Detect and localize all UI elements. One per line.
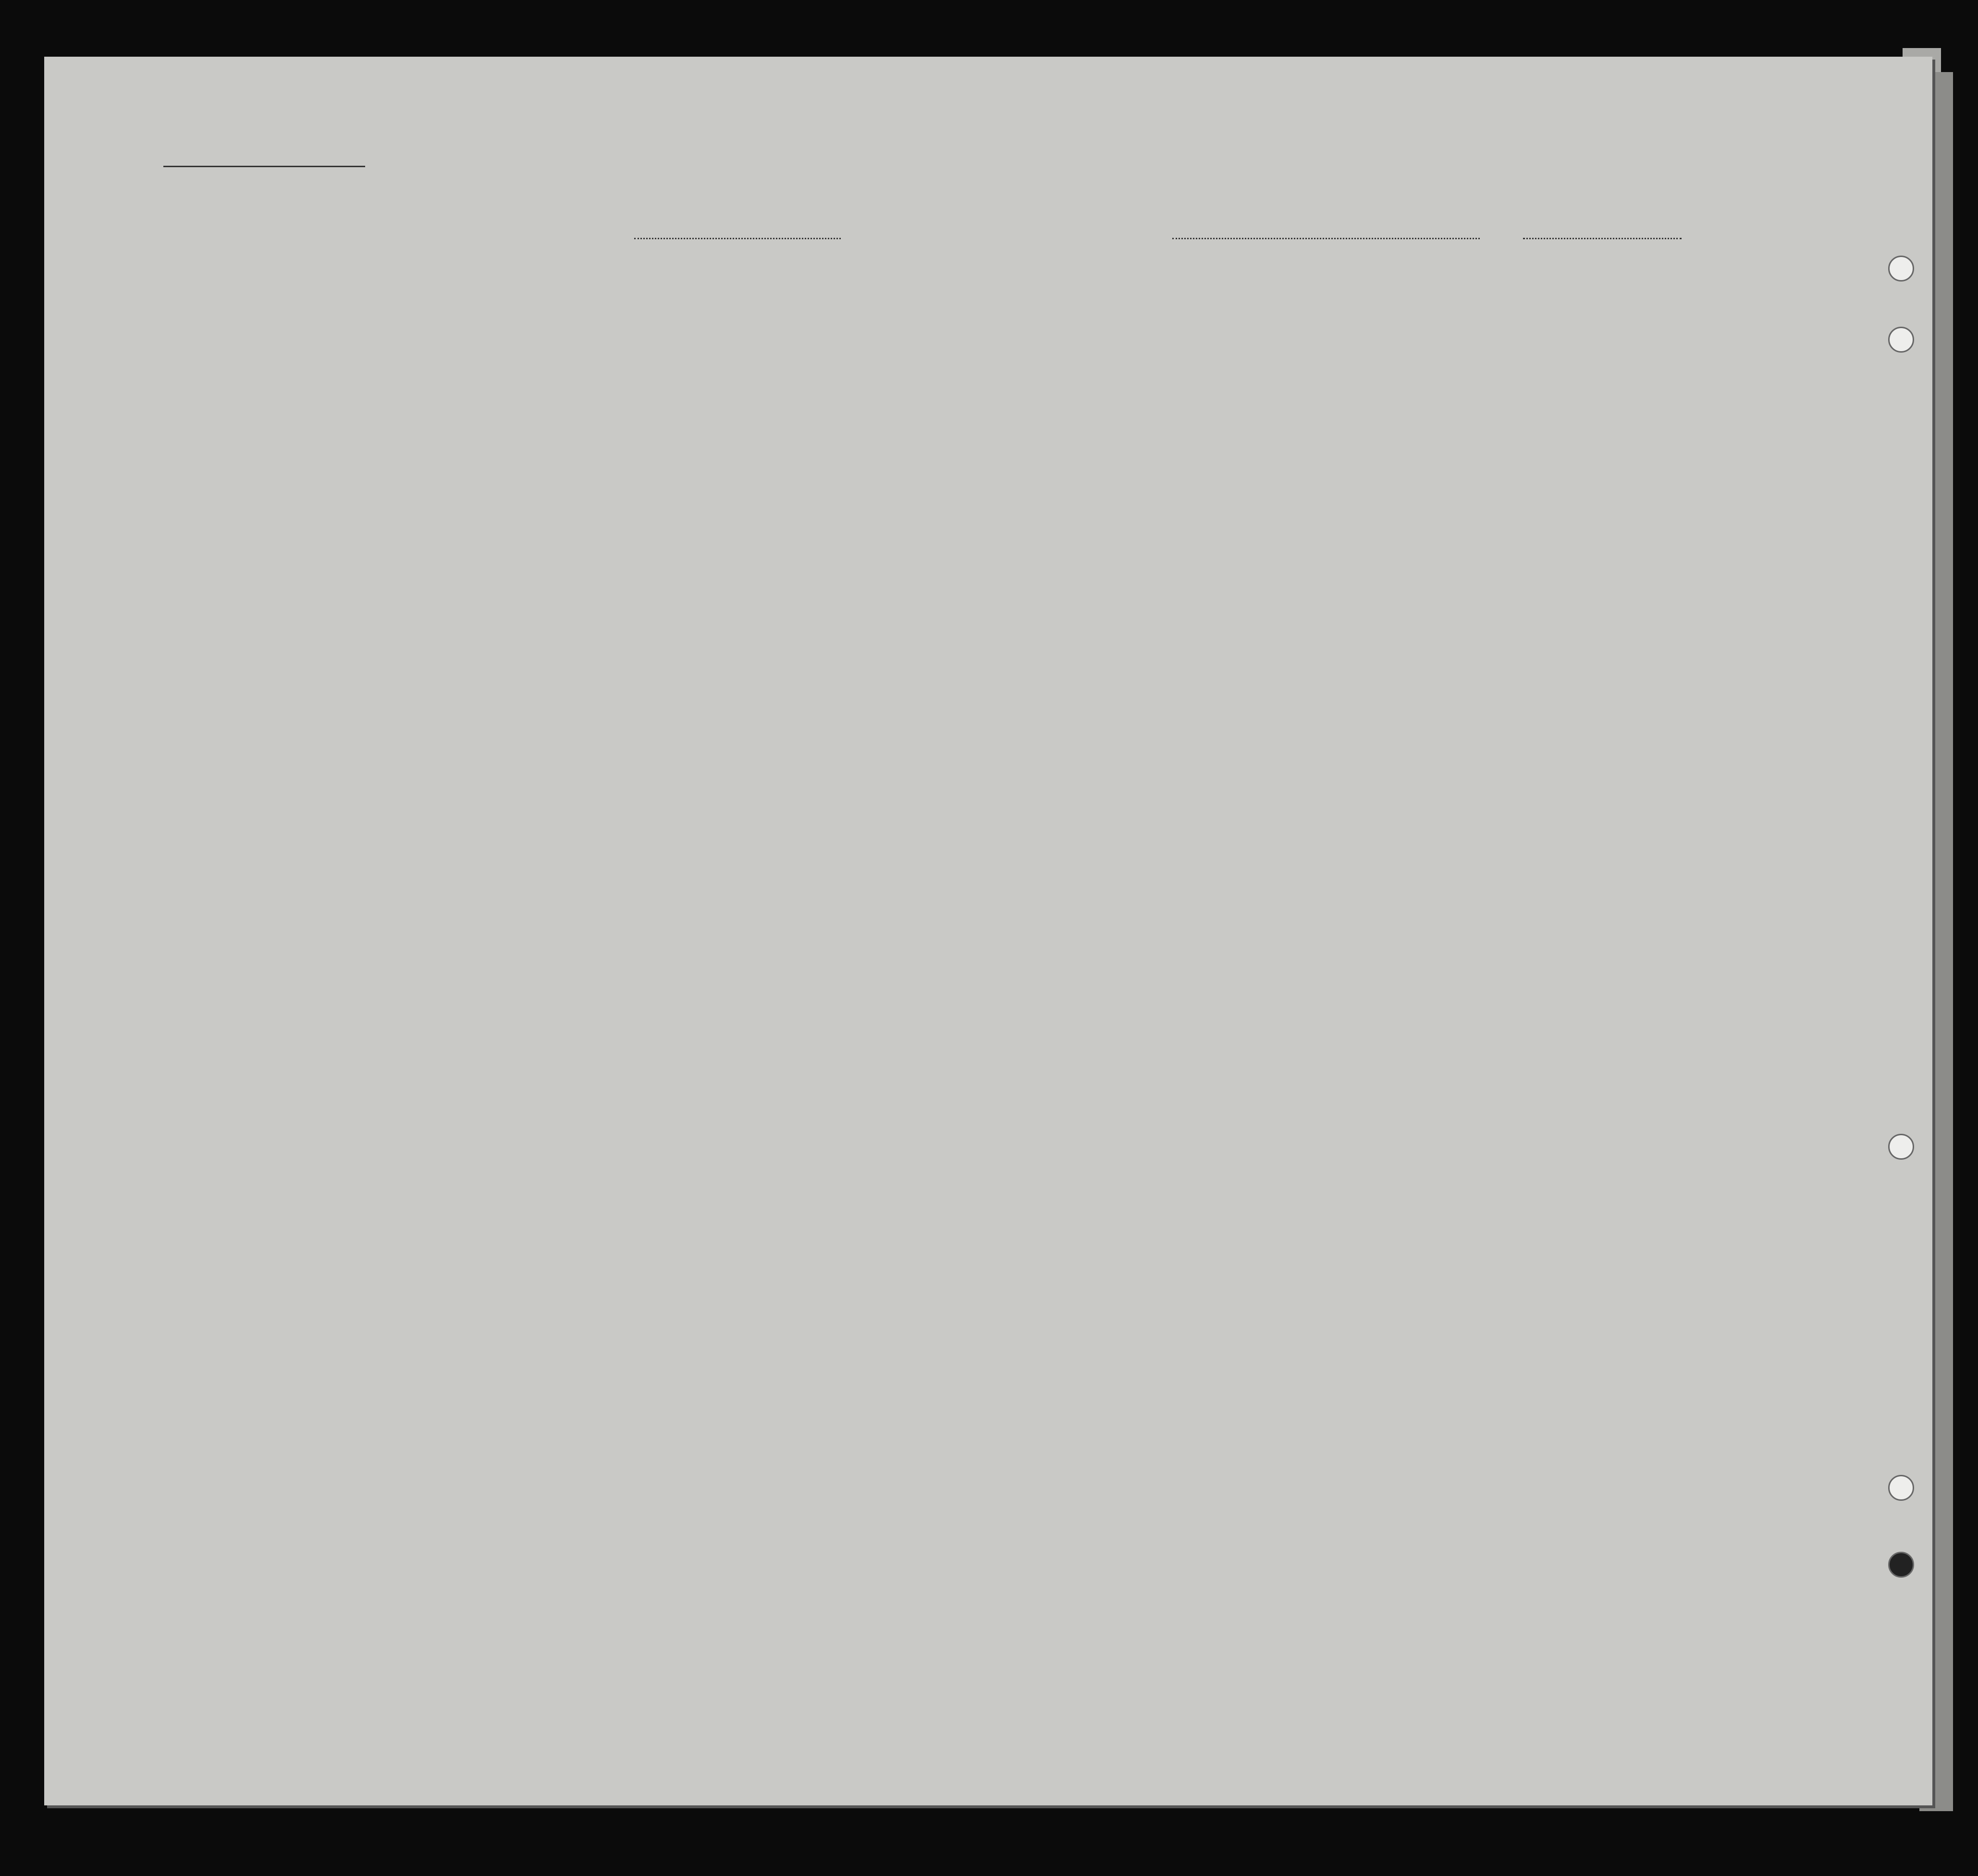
binder-hole-2 (1888, 327, 1914, 353)
binder-hole-3 (1888, 1134, 1914, 1160)
binder-hole-1 (1888, 256, 1914, 282)
binder-hole-4 (1888, 1475, 1914, 1501)
binder-hole-5 (1888, 1552, 1914, 1578)
